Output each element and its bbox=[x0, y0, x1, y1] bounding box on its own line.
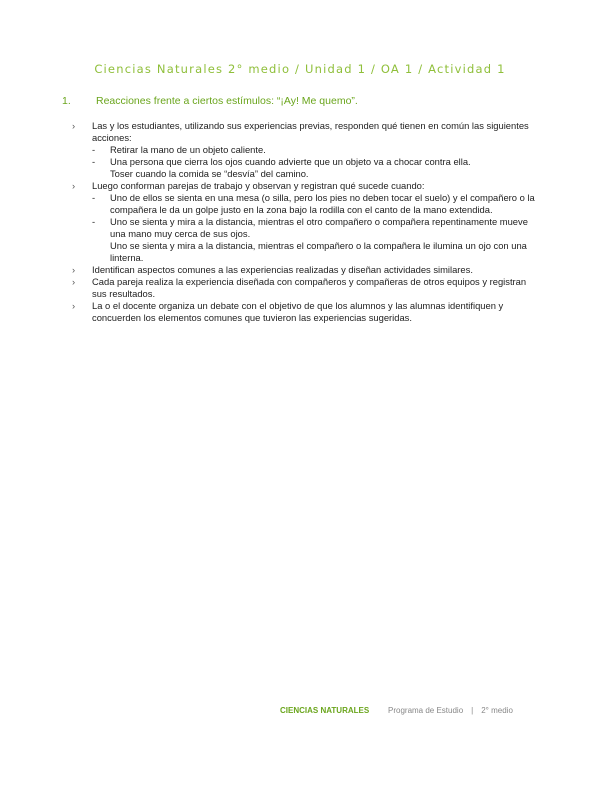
dash-marker: - bbox=[92, 192, 96, 203]
list-item-text: La o el docente organiza un debate con el objetivo de que los alumnos y las alumnas identifiquen y concuerden los elementos comunes que tuvieron las experiencias sugeridas. bbox=[92, 300, 504, 323]
activity-list bbox=[70, 120, 540, 324]
page-footer bbox=[280, 706, 570, 715]
list-item bbox=[70, 264, 540, 276]
list-item bbox=[70, 276, 540, 300]
activity-title: Reacciones frente a ciertos estímulos: “¡Ay! Me quemo”. bbox=[96, 95, 358, 107]
dash-marker: - bbox=[92, 144, 96, 155]
footer-subject: CIENCIAS NATURALES bbox=[280, 706, 370, 715]
list-item-text: Identifican aspectos comunes a las experiencias realizadas y diseñan actividades similares. bbox=[92, 264, 473, 275]
sub-list-item-text: Uno de ellos se sienta en una mesa (o silla, pero los pies no deben tocar el suelo) y el compañero o la compañera le da un golpe justo en la zona bajo la rodilla con el canto de la mano extendida. bbox=[110, 192, 535, 215]
bullet-marker: › bbox=[72, 264, 76, 275]
sub-list-item-text: Uno se sienta y mira a la distancia, mientras el otro compañero o compañera repentinamente mueve una mano muy cerca de sus ojos. bbox=[110, 216, 528, 239]
list-item bbox=[70, 180, 540, 192]
dash-marker: - bbox=[92, 216, 96, 227]
bullet-marker: › bbox=[72, 276, 76, 287]
list-item-text: Cada pareja realiza la experiencia diseñada con compañeros y compañeras de otros equipos y registran sus resultados. bbox=[92, 276, 527, 299]
footer-grade: 2° medio bbox=[481, 706, 513, 715]
sub-list-item bbox=[70, 192, 540, 216]
list-item-text: Luego conforman parejas de trabajo y observan y registran qué sucede cuando: bbox=[92, 180, 425, 191]
activity-number: 1. bbox=[62, 95, 71, 107]
sub-list-item-text: Retirar la mano de un objeto caliente. bbox=[110, 144, 266, 155]
bullet-marker: › bbox=[72, 120, 76, 131]
sub-list-continuation: Toser cuando la comida se “desvía” del camino. bbox=[110, 168, 309, 179]
list-item bbox=[70, 120, 540, 144]
sub-list-continuation: Uno se sienta y mira a la distancia, mientras el compañero o la compañera le ilumina un ojo con una linterna. bbox=[110, 240, 527, 263]
page-header-title: Ciencias Naturales 2° medio / Unidad 1 / OA 1 / Actividad 1 bbox=[94, 62, 506, 76]
footer-separator: | bbox=[471, 706, 474, 715]
dash-marker: - bbox=[92, 156, 96, 167]
activity-heading bbox=[62, 95, 562, 107]
footer-program: Programa de Estudio bbox=[388, 706, 464, 715]
sub-list-item bbox=[70, 216, 540, 240]
bullet-marker: › bbox=[72, 180, 76, 191]
sub-list-item-text: Una persona que cierra los ojos cuando advierte que un objeto va a chocar contra ella. bbox=[110, 156, 471, 167]
bullet-marker: › bbox=[72, 300, 76, 311]
sub-list-item bbox=[70, 144, 540, 156]
sub-list-item bbox=[70, 156, 540, 168]
list-item-text: Las y los estudiantes, utilizando sus experiencias previas, responden qué tienen en común las siguientes acciones: bbox=[92, 120, 529, 143]
list-item bbox=[70, 300, 540, 324]
